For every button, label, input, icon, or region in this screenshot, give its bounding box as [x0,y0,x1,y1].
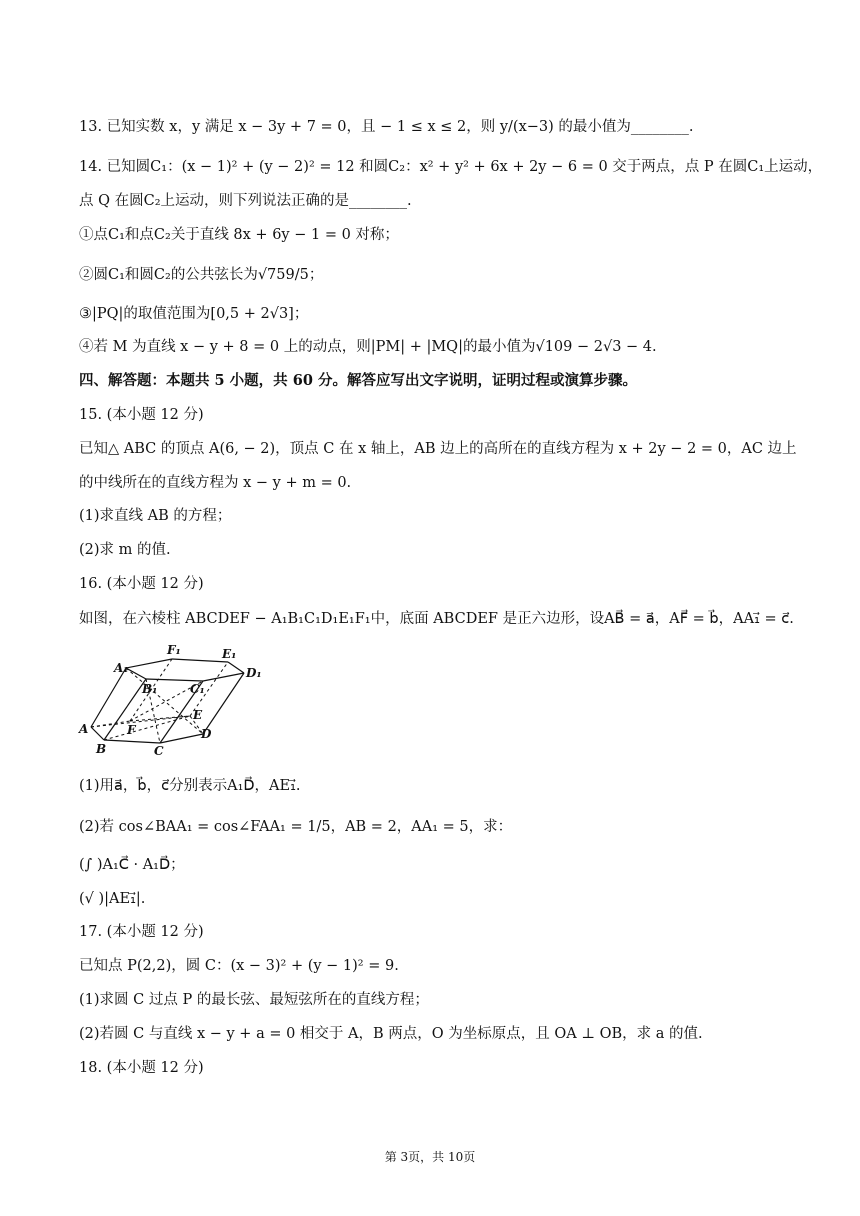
label-F: F [127,723,136,737]
q17-header: 17. (本小题 12 分) [79,924,204,940]
q16-text: 如图，在六棱柱 ABCDEF − A₁B₁C₁D₁E₁F₁中，底面 ABCDEF 是正六边形，设AB⃗ = a⃗，AF⃗ = b⃗，AA₁⃗ = c⃗. [79,611,794,627]
q16-header: 16. (本小题 12 分) [79,576,204,592]
q15-part1: (1)求直线 AB 的方程； [79,508,232,524]
label-A1: A₁ [114,661,129,675]
page-footer: 第 3页，共 10页 [384,1150,476,1164]
q16-part2-ii: (√ )|AE₁⃗|. [79,891,146,907]
hexagonal-prism-figure [76,641,266,757]
label-B: B [96,742,107,756]
option-4: ④若 M 为直线 x − y + 8 = 0 上的动点，则|PM| + |MQ|的最小值为√109 − 2√3 − 4. [79,339,657,355]
label-C: C [154,744,164,757]
q15-text-b: 的中线所在的直线方程为 x − y + m = 0. [79,475,352,491]
q15-header: 15. (本小题 12 分) [79,407,204,423]
q15-part2: (2)求 m 的值. [79,542,171,558]
label-A: A [79,722,89,736]
line-14a: 14. 已知圆C₁：(x − 1)² + (y − 2)² = 12 和圆C₂：x² + y² + 6x + 2y − 6 = 0 交于两点，点 P 在圆C₁上运动， [79,159,823,175]
label-F1: F₁ [167,643,181,657]
line-14b: 点 Q 在圆C₂上运动，则下列说法正确的是________. [79,193,412,209]
q17-part2: (2)若圆 C 与直线 x − y + a = 0 相交于 A，B 两点，O 为坐标原点，且 OA ⊥ OB，求 a 的值. [79,1026,703,1042]
label-E: E [193,708,203,722]
q16-part2: (2)若 cos∠BAA₁ = cos∠FAA₁ = 1/5，AB = 2，AA₁ = 5，求： [79,819,513,835]
q17-part1: (1)求圆 C 过点 P 的最长弦、最短弦所在的直线方程； [79,992,429,1008]
q16-part2-i: (∫ )A₁C⃗ · A₁D⃗； [79,857,185,873]
label-B1: B₁ [142,682,158,696]
q15-text-a: 已知△ ABC 的顶点 A(6, − 2)，顶点 C 在 x 轴上，AB 边上的高所在的直线方程为 x + 2y − 2 = 0，AC 边上 [79,441,797,457]
option-3: ③|PQ|的取值范围为[0,5 + 2√3]； [79,306,309,322]
q17-text: 已知点 P(2,2)，圆 C：(x − 3)² + (y − 1)² = 9. [79,958,399,974]
line-13: 13. 已知实数 x，y 满足 x − 3y + 7 = 0，且 − 1 ≤ x ≤ 2，则 y/(x−3) 的最小值为________. [79,119,694,135]
option-1: ①点C₁和点C₂关于直线 8x + 6y − 1 = 0 对称； [79,227,399,243]
label-D: D [201,727,212,741]
q16-part1: (1)用a⃗，b⃗，c⃗分别表示A₁D⃗，AE₁⃗. [79,778,301,794]
option-2: ②圆C₁和圆C₂的公共弦长为√759/5； [79,267,324,283]
label-C1: C₁ [190,682,205,696]
label-D1: D₁ [246,666,262,680]
section-heading: 四、解答题：本题共 5 小题，共 60 分。解答应写出文字说明，证明过程或演算步骤。 [79,372,637,389]
q18-header: 18. (本小题 12 分) [79,1060,204,1076]
label-E1: E₁ [222,647,237,661]
